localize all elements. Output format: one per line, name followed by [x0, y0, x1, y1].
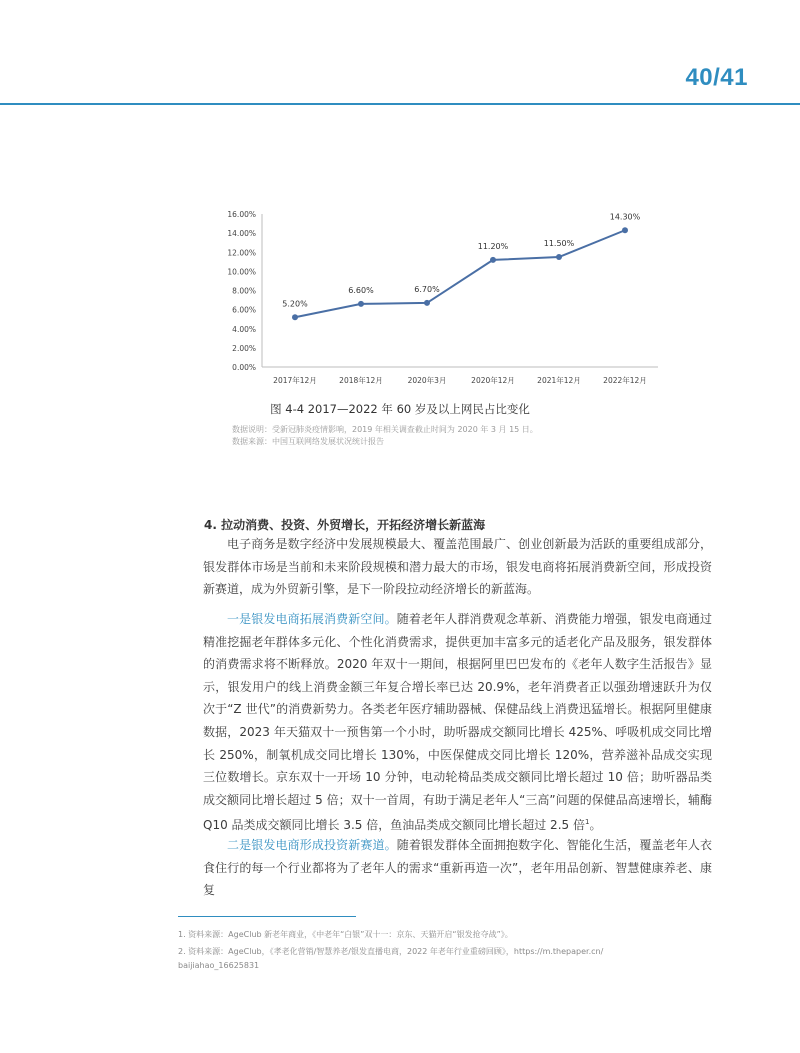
data-label: 11.20%: [477, 241, 509, 251]
y-tick-label: 14.00%: [227, 229, 256, 239]
data-label: 5.20%: [282, 299, 308, 309]
footnote-1: 1. 资料来源：AgeClub 新老年商业，《中老年“白银”双十一：京东、天猫开启“银发抢夺战”》。: [178, 930, 513, 939]
y-tick-label: 10.00%: [227, 267, 256, 277]
data-labels: [282, 212, 640, 308]
x-tick-label: 2021年12月: [537, 376, 581, 385]
paragraph-investment: [203, 834, 712, 902]
section-heading: 4. 拉动消费、投资、外贸增长，开拓经济增长新蓝海: [204, 518, 486, 532]
paragraph-consumption: [203, 608, 712, 837]
intro-paragraph: 电子商务是数字经济中发展规模最大、覆盖范围最广、创业创新最为活跃的重要组成部分，银发群体市场是当前和未来阶段规模和潜力最大的市场，银发电商将拓展消费新空间，形成投资新赛道，成为外贸新引擎，是下一阶段拉动经济增长的新蓝海。: [203, 537, 712, 597]
data-point: [490, 257, 496, 263]
line-chart: [200, 200, 670, 395]
footnote-2: 2. 资料来源：AgeClub，《孝老化营销/智慧养老/银发直播电商，2022 年老年行业重磅回顾》，https://m.thepaper.cn/: [178, 947, 604, 956]
y-tick-label: 8.00%: [232, 286, 256, 296]
x-tick-label: 2020年3月: [407, 376, 447, 385]
data-label: 6.70%: [414, 284, 440, 294]
data-source: 数据来源：中国互联网络发展状况统计报告: [232, 437, 384, 446]
y-tick-label: 16.00%: [227, 210, 256, 219]
series-line-group: [292, 227, 628, 320]
y-tick-label: 4.00%: [232, 324, 256, 334]
page-number: 40/41: [685, 64, 748, 91]
data-point: [292, 314, 298, 320]
y-tick-label: 6.00%: [232, 305, 256, 315]
y-tick-label: 2.00%: [232, 343, 256, 353]
data-label: 6.60%: [348, 285, 374, 295]
paragraph-end: 。: [589, 818, 602, 833]
data-point: [622, 227, 628, 233]
footnote-2-continued: baijiahao_16625831: [178, 961, 260, 970]
data-point: [358, 301, 364, 307]
x-tick-label: 2020年12月: [471, 376, 515, 385]
paragraph-body: 随着老年人群消费观念革新、消费能力增强，银发电商通过精准挖掘老年群体多元化、个性化消费需求，提供更加丰富多元的适老化产品及服务，银发群体的消费需求将不断释放。2020 年双十一期间，根据阿里巴巴发布的《老年人数字生活报告》显示，银发用户的线上消费金额三年复合增长率已达 20.9%，老年消费者正以强劲增速跃升为仅次于“Z 世代”的消费新势力。各类老年医疗辅助器械、保健品线上消费迅猛增长。根据阿里健康数据，2023 年天猫双十一预售第一个小时，助听器成交额同比增长 425%、呼吸机成交同比增长 250%，制氧机成交同比增长 130%，中医保健成交同比增长 120%，营养滋补品成交实现三位数增长。京东双十一开场 10 分钟，电动轮椅品类成交额同比增长超过 10 倍；助听器品类成交额同比增长超过 5 倍；双十一首周，有助于满足老年人“三高”问题的保健品高速增长，辅酶 Q10 品类成交额同比增长 3.5 倍，鱼油品类成交额同比增长超过 2.5 倍: [203, 612, 712, 833]
data-label: 11.50%: [543, 239, 575, 249]
y-axis-labels: [227, 210, 256, 372]
series-line: [295, 230, 625, 317]
paragraph-body: 随着银发群体全面拥抱数字化、智能化生活，覆盖老年人衣食住行的每一个行业都将为了老年人的需求“重新再造一次”，老年用品创新、智慧健康养老、康复: [203, 838, 712, 898]
y-tick-label: 0.00%: [232, 363, 256, 372]
x-tick-label: 2022年12月: [603, 376, 647, 385]
figure-caption: 图 4-4 2017—2022 年 60 岁及以上网民占比变化: [270, 402, 530, 416]
y-tick-label: 12.00%: [227, 248, 256, 258]
footnote-rule: [178, 916, 356, 917]
x-tick-label: 2017年12月: [273, 376, 317, 385]
paragraph-lead: 一是银发电商拓展消费新空间。: [227, 612, 397, 626]
footnote-ref: 1: [584, 818, 590, 827]
paragraph-lead: 二是银发电商形成投资新赛道。: [227, 838, 397, 852]
data-label: 14.30%: [609, 212, 641, 222]
data-note: 数据说明：受新冠肺炎疫情影响，2019 年相关调查截止时间为 2020 年 3 月 15 日。: [232, 425, 538, 434]
x-axis-labels: [273, 375, 647, 385]
x-tick-label: 2018年12月: [339, 376, 383, 385]
header-rule: [0, 103, 800, 105]
data-point: [424, 300, 430, 306]
data-point: [556, 254, 562, 260]
